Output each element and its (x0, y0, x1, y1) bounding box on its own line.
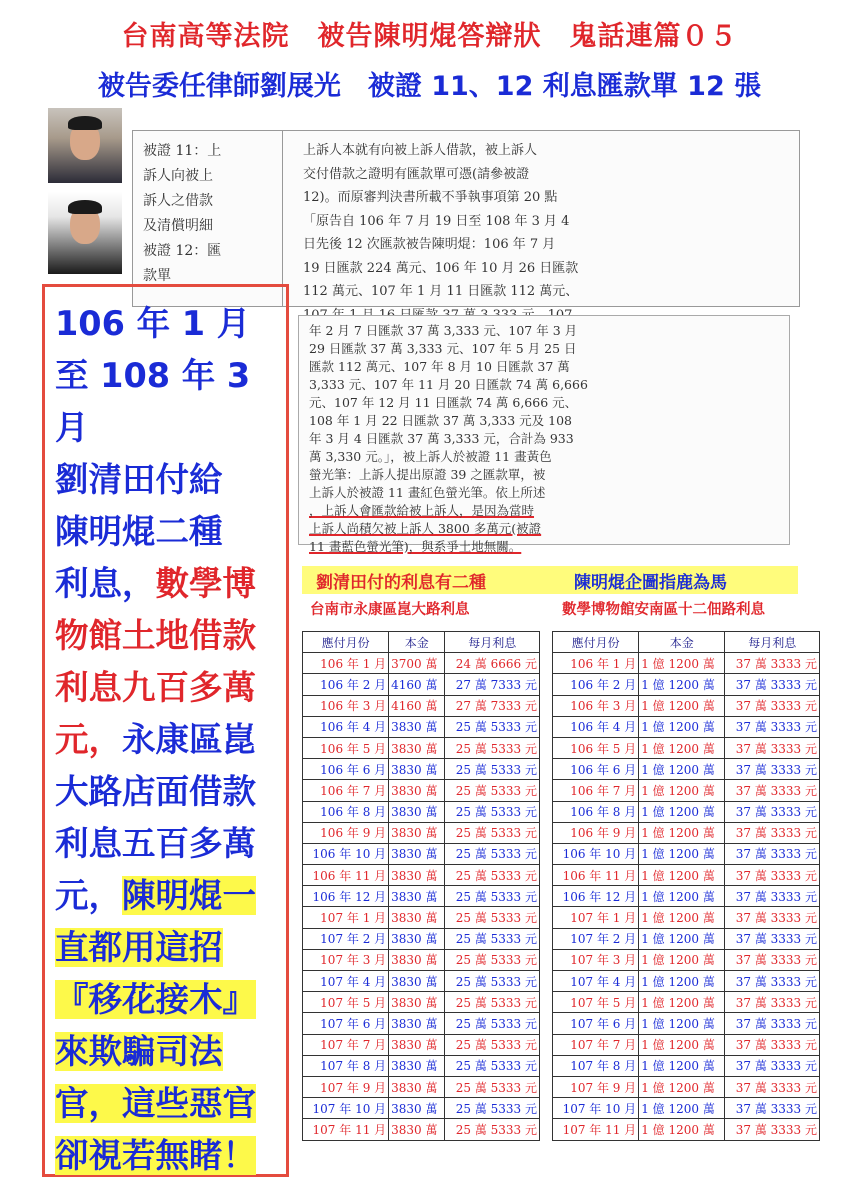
month-cell: 106 年 4 月 (303, 716, 389, 737)
month-cell: 106 年 9 月 (303, 822, 389, 843)
table-row (303, 843, 540, 864)
month-cell: 106 年 11 月 (553, 865, 639, 886)
month-cell: 107 年 4 月 (553, 971, 639, 992)
principal-cell: 3830 萬 (389, 865, 445, 886)
interest-cell: 25 萬 5333 元 (445, 1055, 540, 1076)
table-row (303, 695, 540, 716)
table-row (303, 1013, 540, 1034)
principal-cell: 4160 萬 (389, 695, 445, 716)
principal-cell: 1 億 1200 萬 (639, 971, 725, 992)
table-row (303, 992, 540, 1013)
interest-cell: 37 萬 3333 元 (725, 716, 820, 737)
month-cell: 106 年 1 月 (303, 653, 389, 674)
interest-cell: 37 萬 3333 元 (725, 737, 820, 758)
document-line-underlined: 11 畫藍色螢光筆)，與系爭土地無關。 (309, 539, 522, 554)
interest-cell: 37 萬 3333 元 (725, 759, 820, 780)
document-line: 108 年 1 月 22 日匯款 37 萬 3,333 元及 108 (309, 413, 573, 428)
interest-cell: 25 萬 5333 元 (445, 949, 540, 970)
month-cell: 107 年 11 月 (303, 1119, 389, 1140)
document-line: 年 2 月 7 日匯款 37 萬 3,333 元、107 年 3 月 (309, 323, 578, 338)
principal-cell: 1 億 1200 萬 (639, 907, 725, 928)
principal-cell: 3830 萬 (389, 737, 445, 758)
commentary-text (55, 298, 285, 1182)
table-row (303, 949, 540, 970)
commentary-line: 至 108 年 3 月 (55, 356, 251, 447)
principal-cell: 1 億 1200 萬 (639, 822, 725, 843)
table-row (553, 822, 820, 843)
table-row (553, 801, 820, 822)
month-cell: 106 年 8 月 (303, 801, 389, 822)
principal-cell: 4160 萬 (389, 674, 445, 695)
table-row (553, 1055, 820, 1076)
document-line: 螢光筆：上訴人提出原證 39 之匯款單，被 (309, 467, 546, 482)
table-row (553, 695, 820, 716)
document-line: 29 日匯款 37 萬 3,333 元、107 年 5 月 25 日 (309, 341, 577, 356)
month-cell: 106 年 4 月 (553, 716, 639, 737)
document-line: 日先後 12 次匯款被告陳明焜：106 年 7 月 (303, 237, 556, 252)
interest-cell: 37 萬 3333 元 (725, 780, 820, 801)
commentary-line: 陳明焜二種 (55, 512, 223, 551)
principal-cell: 3830 萬 (389, 1119, 445, 1140)
exhibit-label-line: 被證 12：匯 (143, 243, 222, 259)
interest-cell: 37 萬 3333 元 (725, 1055, 820, 1076)
table-row (303, 716, 540, 737)
interest-cell: 37 萬 3333 元 (725, 949, 820, 970)
table-row (303, 801, 540, 822)
table-row (553, 1076, 820, 1097)
interest-cell: 37 萬 3333 元 (725, 1098, 820, 1119)
principal-cell: 1 億 1200 萬 (639, 1098, 725, 1119)
interest-cell: 37 萬 3333 元 (725, 865, 820, 886)
document-line: 112 萬元、107 年 1 月 11 日匯款 112 萬元、 (303, 284, 579, 299)
document-line: 萬 3,330 元。」，被上訴人於被證 11 畫黃色 (309, 449, 552, 464)
principal-cell: 1 億 1200 萬 (639, 1055, 725, 1076)
interest-cell: 37 萬 3333 元 (725, 674, 820, 695)
month-cell: 107 年 1 月 (553, 907, 639, 928)
month-cell: 106 年 1 月 (553, 653, 639, 674)
principal-cell: 3830 萬 (389, 1076, 445, 1097)
document-line: 年 3 月 4 日匯款 37 萬 3,333 元，合計為 933 (309, 431, 574, 446)
interest-cell: 37 萬 3333 元 (725, 1119, 820, 1140)
interest-cell: 37 萬 3333 元 (725, 1034, 820, 1055)
interest-cell: 37 萬 3333 元 (725, 886, 820, 907)
interest-cell: 25 萬 5333 元 (445, 971, 540, 992)
document-line: 上訴人於被證 11 畫紅色螢光筆。依上所述 (309, 485, 546, 500)
principal-cell: 3830 萬 (389, 1013, 445, 1034)
month-cell: 106 年 2 月 (553, 674, 639, 695)
document-line: 上訴人本就有向被上訴人借款，被上訴人 (303, 143, 538, 158)
month-cell: 107 年 8 月 (303, 1055, 389, 1076)
month-cell: 107 年 6 月 (553, 1013, 639, 1034)
interest-cell: 37 萬 3333 元 (725, 1076, 820, 1097)
interest-cell: 37 萬 3333 元 (725, 971, 820, 992)
month-cell: 106 年 12 月 (553, 886, 639, 907)
month-cell: 107 年 8 月 (553, 1055, 639, 1076)
lawyer-photo (48, 108, 122, 183)
table-header-row (553, 632, 820, 653)
principal-cell: 1 億 1200 萬 (639, 928, 725, 949)
principal-cell: 3830 萬 (389, 780, 445, 801)
interest-cell: 37 萬 3333 元 (725, 695, 820, 716)
table-row (303, 1076, 540, 1097)
month-cell: 107 年 2 月 (303, 928, 389, 949)
table-row (553, 1013, 820, 1034)
document-line-underlined: 上訴人尚積欠被上訴人 3800 多萬元(被證 (309, 521, 542, 536)
month-cell: 106 年 11 月 (303, 865, 389, 886)
table-row (303, 780, 540, 801)
interest-cell: 37 萬 3333 元 (725, 801, 820, 822)
month-cell: 107 年 5 月 (303, 992, 389, 1013)
principal-cell: 3830 萬 (389, 928, 445, 949)
principal-cell: 3830 萬 (389, 716, 445, 737)
principal-cell: 1 億 1200 萬 (639, 716, 725, 737)
document-line: 12)。而原審判決書所載不爭執事項第 20 點 (303, 190, 558, 205)
table-row (303, 928, 540, 949)
month-cell: 107 年 9 月 (553, 1076, 639, 1097)
table-row (553, 886, 820, 907)
table-row (553, 759, 820, 780)
exhibit-label-line: 訴人向被上 (143, 168, 213, 184)
document-line: 交付借款之證明有匯款單可憑(請參被證 (303, 166, 530, 182)
principal-cell: 1 億 1200 萬 (639, 801, 725, 822)
principal-cell: 1 億 1200 萬 (639, 843, 725, 864)
table-row (553, 992, 820, 1013)
principal-cell: 3830 萬 (389, 759, 445, 780)
principal-cell: 1 億 1200 萬 (639, 1034, 725, 1055)
month-cell: 107 年 4 月 (303, 971, 389, 992)
document-line: 元、107 年 12 月 11 日匯款 74 萬 6,666 元、 (309, 395, 578, 410)
interest-cell: 25 萬 5333 元 (445, 865, 540, 886)
interest-cell: 25 萬 5333 元 (445, 1034, 540, 1055)
column-header: 應付月份 (553, 632, 639, 653)
interest-cell: 37 萬 3333 元 (725, 653, 820, 674)
principal-cell: 1 億 1200 萬 (639, 695, 725, 716)
month-cell: 106 年 3 月 (553, 695, 639, 716)
principal-cell: 1 億 1200 萬 (639, 1119, 725, 1140)
court-document-excerpt-1 (132, 130, 800, 307)
kunda-road-interest-table (302, 631, 540, 1141)
month-cell: 107 年 10 月 (303, 1098, 389, 1119)
table-row (553, 1034, 820, 1055)
interest-summary-band (302, 566, 798, 594)
month-cell: 107 年 7 月 (553, 1034, 639, 1055)
exhibit-text-column (293, 131, 793, 335)
exhibit-label-line: 款單 (143, 268, 171, 284)
principal-cell: 3830 萬 (389, 949, 445, 970)
exhibit-label-line: 被證 11：上 (143, 143, 222, 159)
month-cell: 107 年 2 月 (553, 928, 639, 949)
month-cell: 106 年 7 月 (553, 780, 639, 801)
left-table-caption: 台南市永康區崑大路利息 (310, 602, 470, 618)
table-row (553, 737, 820, 758)
month-cell: 106 年 12 月 (303, 886, 389, 907)
principal-cell: 1 億 1200 萬 (639, 1076, 725, 1097)
interest-cell: 27 萬 7333 元 (445, 695, 540, 716)
commentary-line: 劉清田付給 (55, 460, 223, 499)
month-cell: 106 年 10 月 (303, 843, 389, 864)
interest-cell: 25 萬 5333 元 (445, 801, 540, 822)
table-row (553, 971, 820, 992)
table-row (303, 1098, 540, 1119)
column-header: 每月利息 (725, 632, 820, 653)
interest-cell: 25 萬 5333 元 (445, 716, 540, 737)
interest-cell: 25 萬 5333 元 (445, 1119, 540, 1140)
column-header: 本金 (389, 632, 445, 653)
principal-cell: 1 億 1200 萬 (639, 865, 725, 886)
math-museum-interest-table (552, 631, 820, 1141)
month-cell: 106 年 2 月 (303, 674, 389, 695)
month-cell: 106 年 5 月 (553, 737, 639, 758)
table-row (553, 865, 820, 886)
court-document-excerpt-2 (298, 315, 790, 554)
interest-cell: 37 萬 3333 元 (725, 1013, 820, 1034)
table-row (303, 1119, 540, 1140)
principal-cell: 3830 萬 (389, 822, 445, 843)
principal-cell: 1 億 1200 萬 (639, 949, 725, 970)
document-line: 19 日匯款 224 萬元、106 年 10 月 26 日匯款 (303, 260, 579, 276)
interest-cell: 37 萬 3333 元 (725, 822, 820, 843)
month-cell: 106 年 10 月 (553, 843, 639, 864)
interest-cell: 25 萬 5333 元 (445, 907, 540, 928)
table-row (553, 674, 820, 695)
table-row (553, 716, 820, 737)
table-row (303, 1055, 540, 1076)
page-subtitle: 被告委任律師劉展光 被證 11、12 利息匯款單 12 張 (97, 71, 762, 102)
table-row (303, 865, 540, 886)
table-row (553, 1098, 820, 1119)
interest-cell: 25 萬 5333 元 (445, 1076, 540, 1097)
principal-cell: 1 億 1200 萬 (639, 886, 725, 907)
column-header: 應付月份 (303, 632, 389, 653)
month-cell: 107 年 3 月 (303, 949, 389, 970)
table-row (303, 674, 540, 695)
commentary-phrase-red: 數學博物館土地借款利息九百多萬元， (55, 564, 256, 759)
principal-cell: 3830 萬 (389, 843, 445, 864)
interest-cell: 25 萬 5333 元 (445, 992, 540, 1013)
principal-cell: 3830 萬 (389, 1055, 445, 1076)
month-cell: 106 年 8 月 (553, 801, 639, 822)
table-row (303, 971, 540, 992)
interest-cell: 27 萬 7333 元 (445, 674, 540, 695)
principal-cell: 3830 萬 (389, 971, 445, 992)
interest-cell: 25 萬 5333 元 (445, 822, 540, 843)
band-left-text: 劉清田付的利息有二種 (316, 573, 486, 593)
exhibit-label-line: 及清償明細 (143, 218, 213, 234)
band-right-text: 陳明焜企圖指鹿為馬 (574, 573, 727, 593)
interest-cell: 25 萬 5333 元 (445, 780, 540, 801)
document-line-underlined: ，上訴人會匯款給被上訴人，是因為當時 (309, 503, 535, 518)
interest-cell: 25 萬 5333 元 (445, 843, 540, 864)
interest-cell: 37 萬 3333 元 (725, 907, 820, 928)
month-cell: 106 年 6 月 (303, 759, 389, 780)
month-cell: 106 年 3 月 (303, 695, 389, 716)
table-row (553, 843, 820, 864)
principal-cell: 3830 萬 (389, 907, 445, 928)
month-cell: 107 年 5 月 (553, 992, 639, 1013)
document-line: 3,333 元、107 年 11 月 20 日匯款 74 萬 6,666 (309, 377, 588, 392)
interest-cell: 37 萬 3333 元 (725, 928, 820, 949)
interest-cell: 25 萬 5333 元 (445, 759, 540, 780)
interest-cell: 37 萬 3333 元 (725, 992, 820, 1013)
table-row (303, 737, 540, 758)
defendant-photo (48, 192, 122, 274)
month-cell: 107 年 9 月 (303, 1076, 389, 1097)
interest-cell: 25 萬 5333 元 (445, 737, 540, 758)
interest-cell: 24 萬 6666 元 (445, 653, 540, 674)
lawyer-hair (68, 116, 102, 130)
principal-cell: 1 億 1200 萬 (639, 1013, 725, 1034)
commentary-phrase: 利息， (55, 564, 156, 603)
table-row (553, 780, 820, 801)
table-header-row (303, 632, 540, 653)
right-table-caption: 數學博物館安南區十二佃路利息 (562, 602, 765, 618)
table-row (303, 759, 540, 780)
interest-cell: 25 萬 5333 元 (445, 886, 540, 907)
principal-cell: 1 億 1200 萬 (639, 992, 725, 1013)
table-row (303, 822, 540, 843)
month-cell: 107 年 11 月 (553, 1119, 639, 1140)
table-row (303, 886, 540, 907)
table-row (553, 949, 820, 970)
month-cell: 106 年 6 月 (553, 759, 639, 780)
defendant-hair (68, 200, 102, 214)
principal-cell: 3830 萬 (389, 1098, 445, 1119)
month-cell: 107 年 3 月 (553, 949, 639, 970)
principal-cell: 1 億 1200 萬 (639, 780, 725, 801)
month-cell: 107 年 10 月 (553, 1098, 639, 1119)
commentary-phrase-blue: 永康區崑大路店面借款利息五百多萬元， (55, 720, 256, 915)
interest-cell: 37 萬 3333 元 (725, 843, 820, 864)
commentary-phrase-highlighted: 陳明焜一直都用這招『移花接木』來欺騙司法官，這些惡官卻視若無睹！ (55, 876, 256, 1175)
column-header: 本金 (639, 632, 725, 653)
principal-cell: 1 億 1200 萬 (639, 674, 725, 695)
table-row (303, 653, 540, 674)
month-cell: 106 年 9 月 (553, 822, 639, 843)
interest-cell: 25 萬 5333 元 (445, 1013, 540, 1034)
exhibit-label-line: 訴人之借款 (143, 193, 213, 209)
document-line: 「原告自 106 年 7 月 19 日至 108 年 3 月 4 (303, 213, 570, 229)
principal-cell: 3830 萬 (389, 801, 445, 822)
principal-cell: 3830 萬 (389, 992, 445, 1013)
month-cell: 107 年 1 月 (303, 907, 389, 928)
interest-cell: 25 萬 5333 元 (445, 1098, 540, 1119)
principal-cell: 1 億 1200 萬 (639, 653, 725, 674)
page-title: 台南高等法院 被告陳明焜答辯狀 鬼話連篇０５ (121, 21, 738, 52)
principal-cell: 3830 萬 (389, 1034, 445, 1055)
principal-cell: 1 億 1200 萬 (639, 759, 725, 780)
principal-cell: 3700 萬 (389, 653, 445, 674)
commentary-line: 106 年 1 月 (55, 304, 251, 343)
table-row (553, 653, 820, 674)
table-row (553, 1119, 820, 1140)
interest-cell: 25 萬 5333 元 (445, 928, 540, 949)
table-row (553, 928, 820, 949)
month-cell: 107 年 6 月 (303, 1013, 389, 1034)
table-row (303, 1034, 540, 1055)
principal-cell: 1 億 1200 萬 (639, 737, 725, 758)
month-cell: 106 年 5 月 (303, 737, 389, 758)
document-line: 匯款 112 萬元、107 年 8 月 10 日匯款 37 萬 (309, 359, 570, 374)
month-cell: 107 年 7 月 (303, 1034, 389, 1055)
principal-cell: 3830 萬 (389, 886, 445, 907)
column-header: 每月利息 (445, 632, 540, 653)
month-cell: 106 年 7 月 (303, 780, 389, 801)
exhibit-label-column (133, 131, 283, 306)
table-row (553, 907, 820, 928)
table-row (303, 907, 540, 928)
